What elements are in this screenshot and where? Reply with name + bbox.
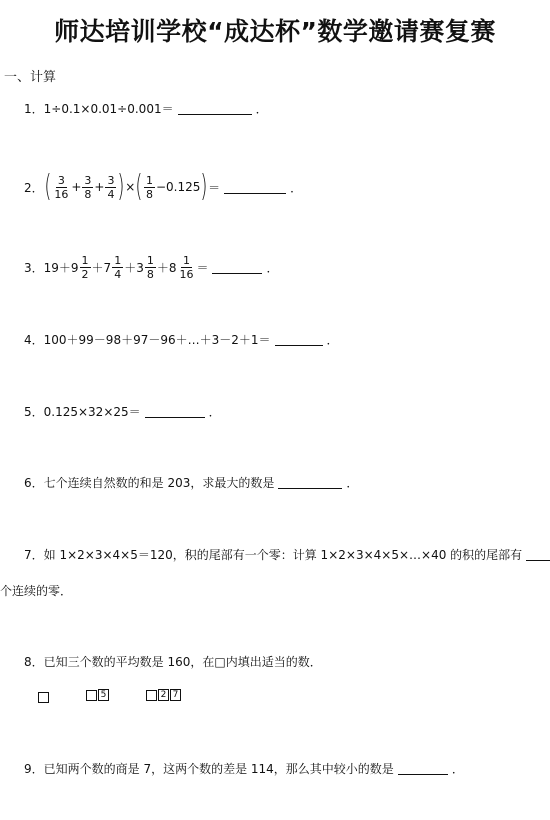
- fill-box[interactable]: [38, 692, 49, 703]
- digit-box: 7: [170, 689, 181, 701]
- answer-blank[interactable]: [526, 548, 550, 561]
- question-3: 3．19＋9 $\frac{1}{2}$ ＋7 $\frac{1}{4}$ ＋3 $\frac{1}{8}$ ＋8 $\frac{1}{16}$ ＝ ．: [24, 254, 279, 281]
- digit-box: 5: [98, 689, 109, 701]
- fraction: $\frac{1}{2}$: [81, 254, 89, 281]
- question-7-continuation: 个连续的零．: [0, 584, 73, 598]
- fraction: $\frac{1}{16}$: [179, 254, 194, 281]
- fraction: $\frac{1}{8}$: [145, 173, 153, 201]
- fill-box[interactable]: [86, 690, 97, 701]
- answer-blank[interactable]: [278, 476, 342, 489]
- question-9: 9．已知两个数的商是 7，这两个数的差是 114，那么其中较小的数是 ．: [24, 762, 464, 776]
- question-4: 4．100＋99－98＋97－96＋…＋3－2＋1＝ ．: [24, 333, 339, 347]
- question-text: 6．七个连续自然数的和是 203，求最大的数是: [24, 476, 275, 490]
- question-8: [24, 653, 322, 670]
- question-2: 2． ( $\frac{3}{16}$ + $\frac{3}{8}$ + $\frac{3}{4}$ ) × ( $\frac{1}{8}$ −0.125 ) ＝ ．: [24, 169, 303, 204]
- question-text: 5．0.125×32×25＝: [24, 405, 141, 419]
- fill-box[interactable]: [146, 690, 157, 701]
- question-text: 9．已知两个数的商是 7，这两个数的差是 114，那么其中较小的数是: [24, 762, 394, 776]
- fill-in-boxes-row: [86, 689, 110, 701]
- question-text: 1．1÷0.1×0.01÷0.001＝: [24, 102, 174, 116]
- answer-blank[interactable]: [275, 333, 323, 346]
- page-title: 师达培训学校“成达杯”数学邀请赛复赛: [54, 17, 496, 46]
- fill-in-boxes-row: [146, 689, 182, 701]
- question-7: [24, 546, 550, 563]
- fraction: $\frac{1}{8}$: [146, 254, 154, 281]
- question-text: 7．如 1×2×3×4×5＝120，积的尾部有一个零：计算 1×2×3×4×5×…×40 的积的尾部有: [24, 548, 523, 562]
- fill-in-boxes-row: [38, 690, 50, 704]
- answer-blank[interactable]: [224, 181, 286, 194]
- fraction: $\frac{3}{16}$: [54, 173, 69, 201]
- fraction: $\frac{3}{4}$: [107, 173, 115, 201]
- question-text: 4．100＋99－98＋97－96＋…＋3－2＋1＝: [24, 333, 271, 347]
- question-text: 8．已知三个数的平均数是 160，在□内填出适当的数．: [24, 655, 322, 669]
- answer-blank[interactable]: [178, 102, 252, 115]
- section-heading: 一、计算: [4, 70, 57, 85]
- fraction: $\frac{3}{8}$: [84, 173, 92, 201]
- question-1: 1．1÷0.1×0.01÷0.001＝ ．: [24, 102, 268, 116]
- answer-blank[interactable]: [212, 261, 262, 274]
- answer-blank[interactable]: [145, 405, 205, 418]
- question-6: 6．七个连续自然数的和是 203，求最大的数是 ．: [24, 476, 359, 490]
- question-5: 5．0.125×32×25＝ ．: [24, 405, 221, 419]
- fraction: $\frac{1}{4}$: [114, 254, 122, 281]
- digit-box: 2: [158, 689, 169, 701]
- answer-blank[interactable]: [398, 762, 448, 775]
